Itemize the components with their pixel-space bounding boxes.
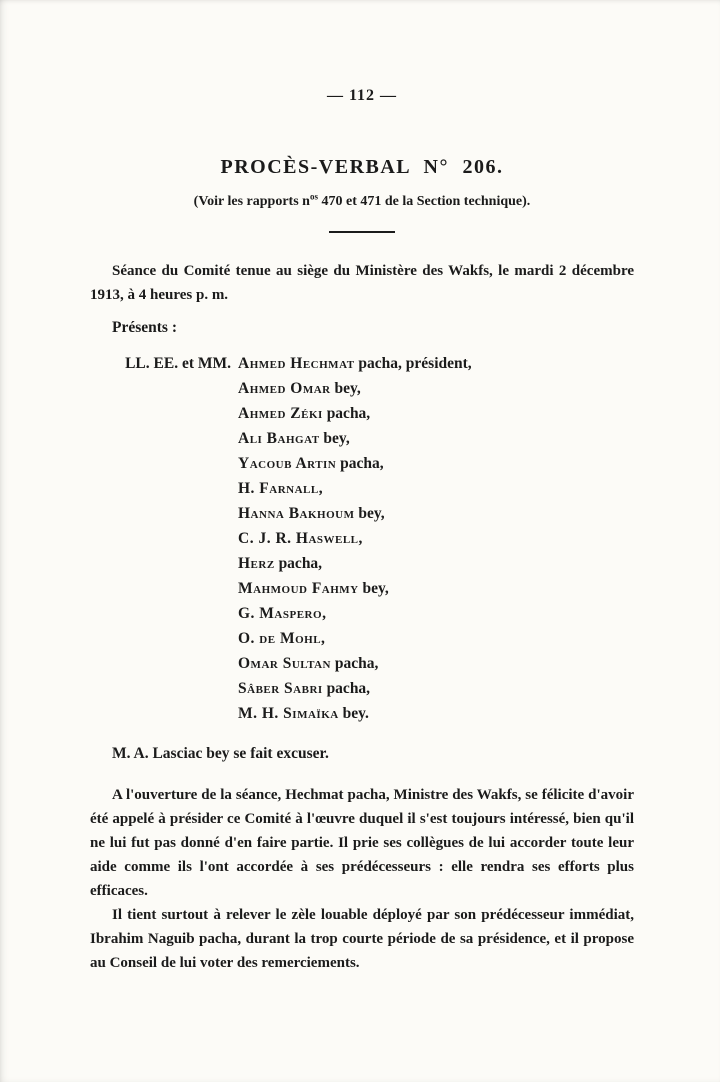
attendee-name: Ahmed Zéki (238, 405, 323, 422)
attendee-line (238, 576, 634, 601)
attendee-name: Omar Sultan (238, 655, 332, 672)
body-paragraph-1: A l'ouverture de la séance, Hechmat pacha, Ministre des Wakfs, se félicite d'avoir été appelé à présider ce Comité à l'œuvre duquel il s'est toujours intéressé, bien qu'il ne lui fut pas donné d'en faire partie. Il prie ses collègues de lui accorder toute leur aide comme ils l'ont accordée à ses prédécesseurs : elle rendra ses efforts plus efficaces. (90, 787, 634, 899)
attendee-name: C. J. R. Haswell (238, 530, 359, 547)
attendee-title: bey. (338, 705, 369, 722)
attendee-title: bey, (358, 580, 389, 597)
presents-label: Présents : (112, 319, 177, 336)
attendee-name: Sâber Sabri (238, 680, 323, 697)
attendee-name: Mahmoud Fahmy (238, 580, 359, 597)
attendee-line (238, 451, 634, 476)
attendees-intro-label: LL. EE. et MM. (125, 355, 231, 372)
attendee-name: O. de Mohl (238, 630, 322, 647)
attendee-name: Ali Bahgat (238, 430, 320, 447)
attendee-name: M. H. Simaïka (238, 705, 339, 722)
attendee-line (238, 476, 634, 501)
attendee-line (238, 701, 634, 726)
attendee-line (238, 501, 634, 526)
attendee-title: , (358, 530, 363, 547)
attendee-line (238, 676, 634, 701)
attendee-name: Yacoub Artin (238, 455, 337, 472)
attendee-title: pacha, (331, 655, 379, 672)
attendee-line (238, 551, 634, 576)
attendee-name: G. Maspero (238, 605, 323, 622)
attendee-title: bey, (330, 380, 361, 397)
attendee-line (238, 526, 634, 551)
attendee-line (238, 601, 634, 626)
attendee-title: pacha, (322, 680, 371, 697)
subtitle-post: 470 et 471 de la Section technique). (317, 194, 531, 209)
attendee-title: pacha, (322, 405, 371, 422)
attendee-line (238, 401, 634, 426)
attendee-title: , (322, 605, 326, 622)
subtitle-pre: (Voir les rapports n (193, 194, 310, 209)
attendee-name: Ahmed Hechmat (238, 355, 355, 372)
attendee-name: H. Farnall (238, 480, 319, 497)
body-paragraph-2: Il tient surtout à relever le zèle louable déployé par son prédécesseur immédiat, Ibrahim Naguib pacha, durant la trop courte période de sa présidence, et il propose au Conseil de lui voter des remerciements. (90, 907, 634, 971)
attendee-title: , (321, 630, 325, 647)
attendee-line (238, 426, 634, 451)
attendee-name: Herz (238, 555, 275, 572)
excuse-line: M. A. Lasciac bey se fait excuser. (112, 745, 329, 762)
attendee-title: pacha, (274, 555, 323, 572)
subtitle (90, 193, 634, 211)
attendee-line (238, 626, 634, 651)
attendees-list (125, 351, 634, 726)
proces-verbal-title: PROCÈS-VERBAL N° 206. (220, 156, 504, 178)
attendee-title: pacha, (336, 455, 384, 472)
divider-rule (329, 231, 395, 233)
attendee-title: pacha, président, (354, 355, 472, 372)
subtitle-superscript: os (309, 191, 318, 202)
attendee-title: , (318, 480, 323, 497)
page-number: — 112 — (326, 87, 398, 104)
attendee-title: bey, (354, 505, 385, 522)
text-block (90, 86, 634, 975)
attendee-line (238, 376, 634, 401)
attendee-line (238, 651, 634, 676)
attendee-name: Hanna Bakhoum (238, 505, 355, 522)
attendee-title: bey, (319, 430, 350, 447)
attendee-line (125, 351, 634, 376)
seance-paragraph: Séance du Comité tenue au siège du Ministère des Wakfs, le mardi 2 décembre 1913, à 4 heures p. m. (90, 263, 634, 303)
attendee-name: Ahmed Omar (238, 380, 331, 397)
